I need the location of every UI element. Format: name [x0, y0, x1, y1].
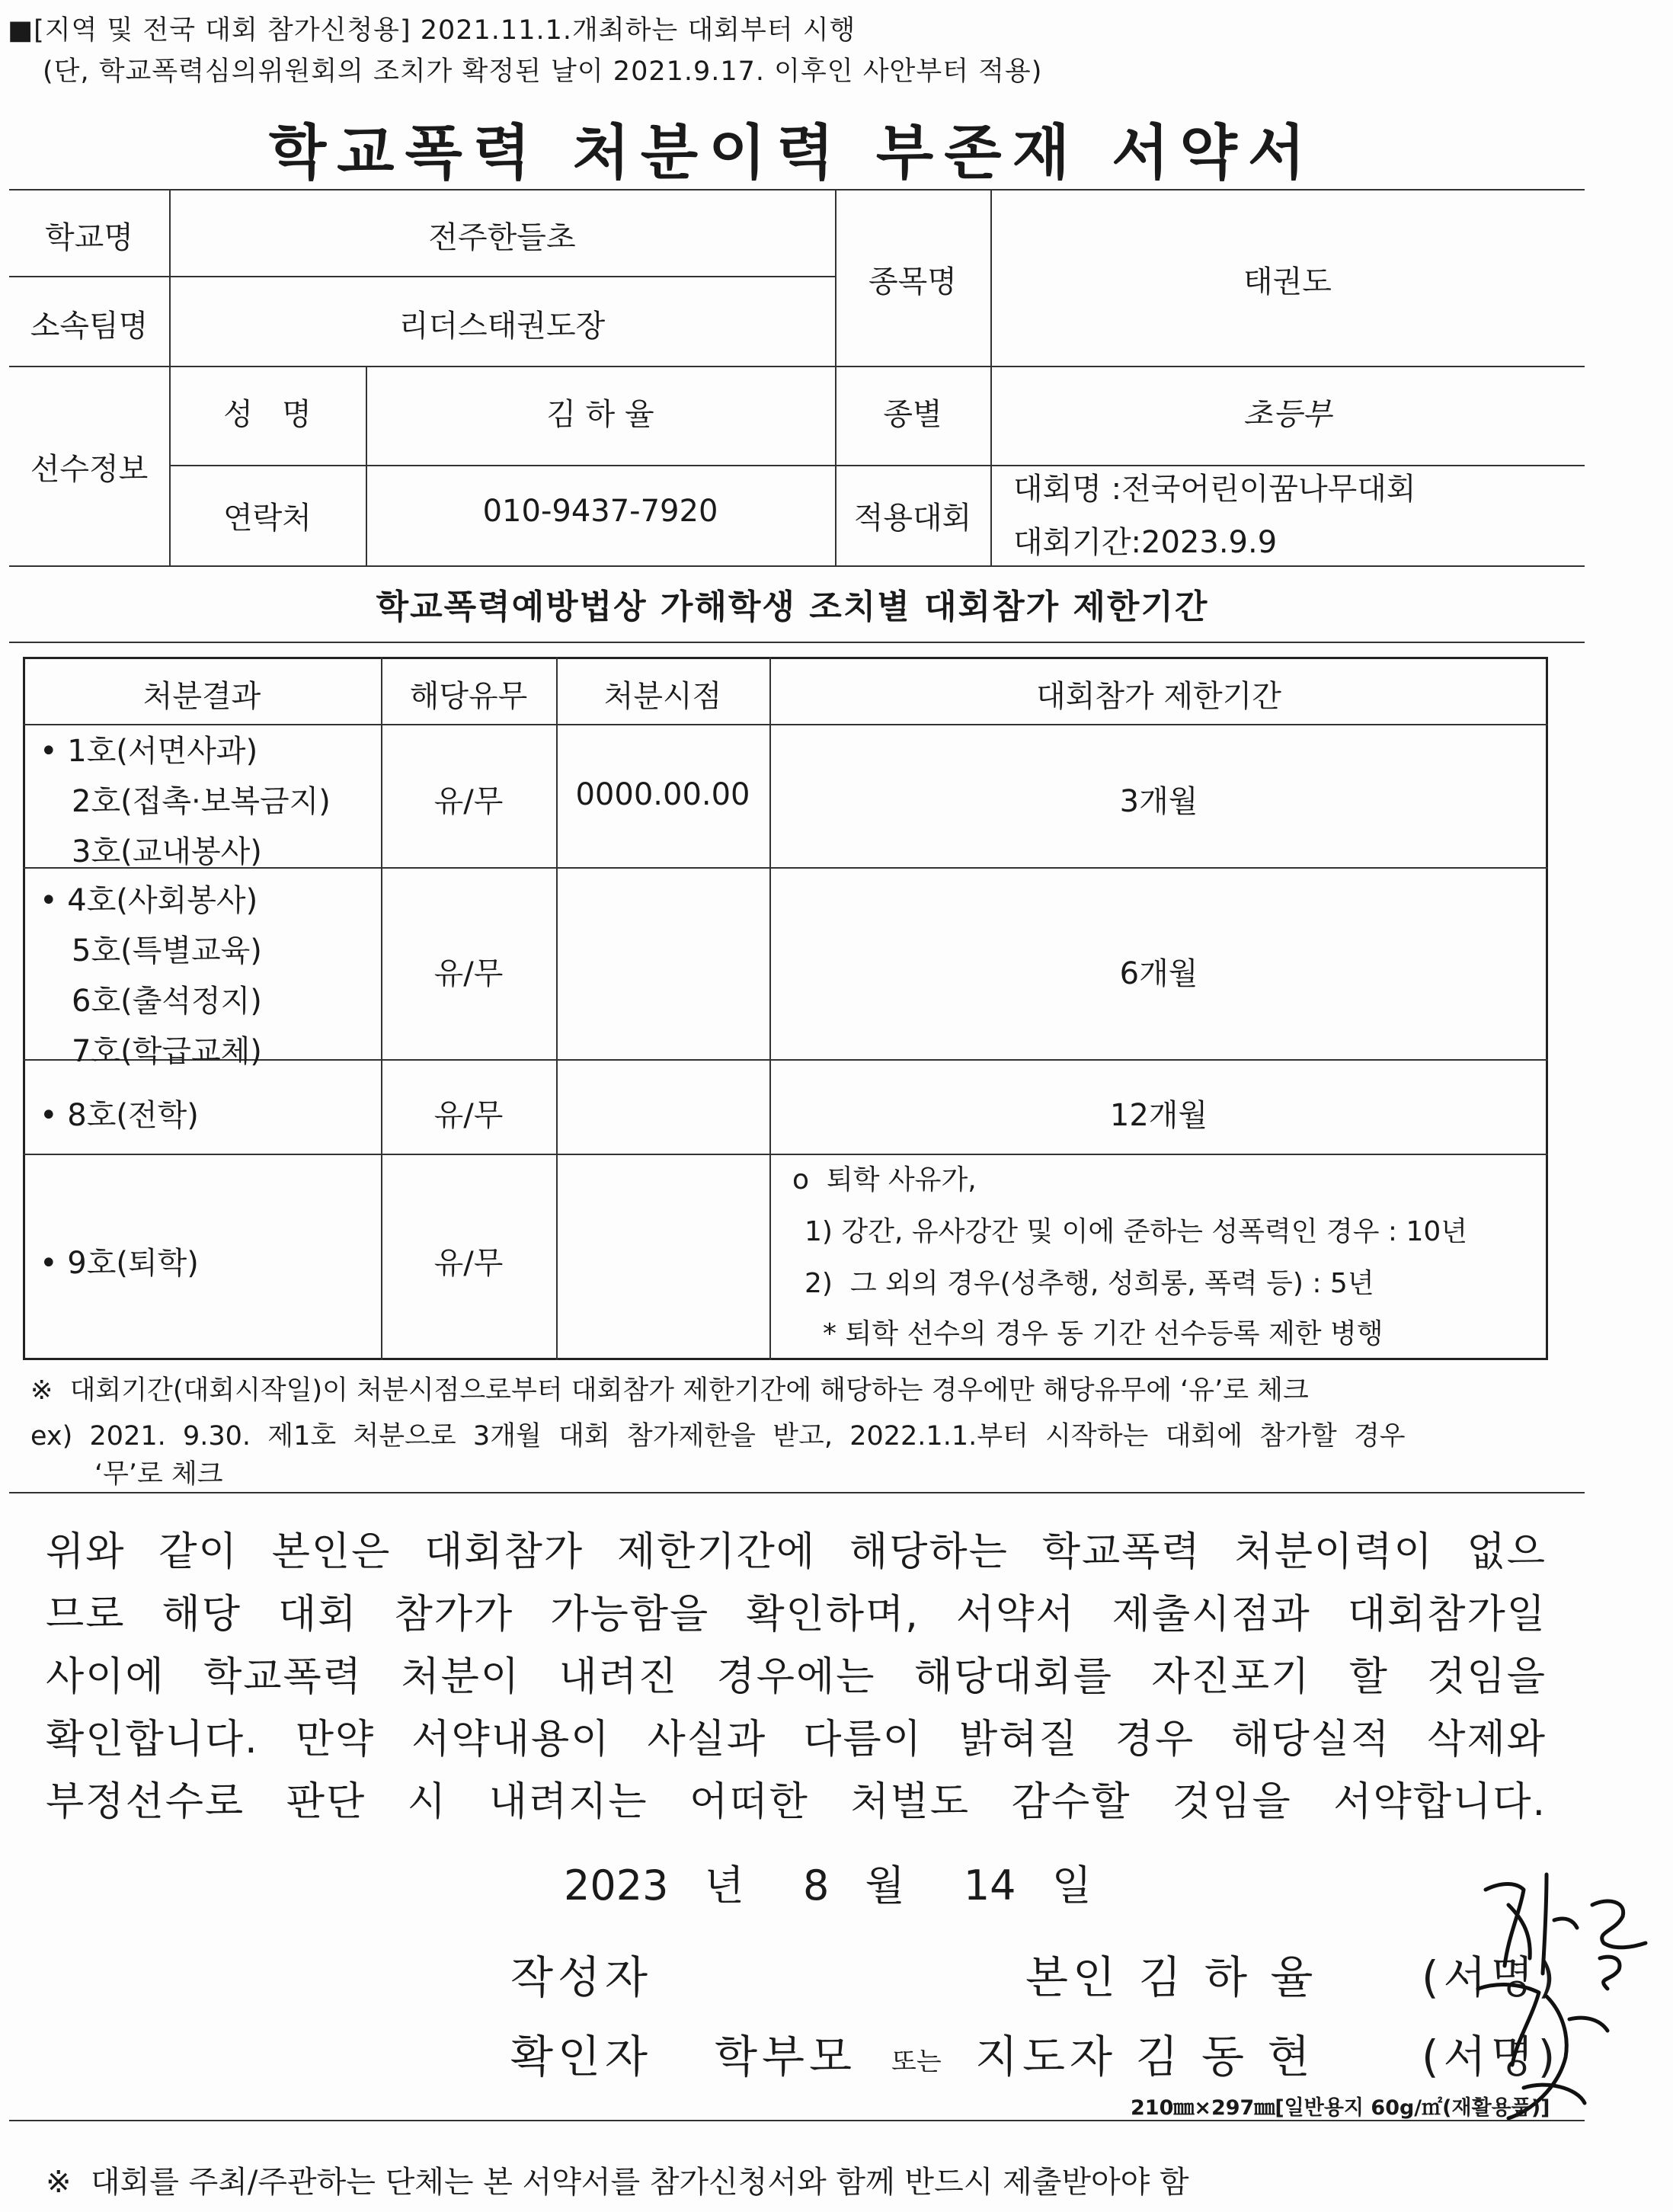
category-value: 초등부	[1243, 397, 1332, 432]
writer-label: 작성자	[510, 1951, 653, 2003]
pledge-line-3: 사이에 학교폭력 처분이 내려진 경우에는 해당대회를 자진포기 할 것임을	[46, 1654, 1547, 1700]
header-line-2: (단, 학교폭력심의위원회의 조치가 확정된 날이 2021.9.17. 이후인 사안부터 적용)	[43, 56, 1043, 87]
competition-period: 대회기간:2023.9.9	[1013, 525, 1278, 560]
confirmer-sign-label: (서명)	[1422, 2031, 1560, 2082]
pledge-line-5: 부정선수로 판단 시 내려지는 어떠한 처벌도 감수할 것임을 서약합니다.	[46, 1779, 1547, 1825]
period-2: 6개월	[1119, 956, 1198, 991]
header-result: 처분결과	[142, 679, 261, 714]
date-day: 14	[963, 1861, 1016, 1909]
period-4-line-2: 1) 강간, 유사강간 및 이에 준하는 성폭력인 경우 : 10년	[805, 1216, 1468, 1247]
pledge-line-1: 위와 같이 본인은 대회참가 제한기간에 해당하는 학교폭력 처분이력이 없으	[46, 1529, 1547, 1575]
date-day-unit: 일	[1051, 1861, 1092, 1909]
date-month: 8	[802, 1861, 830, 1909]
result-1-line-3: 3호(교내봉사)	[72, 834, 262, 869]
school-label: 학교명	[45, 220, 133, 255]
confirmer-role: 지도자 김 동 현	[975, 2031, 1315, 2082]
writer-role: 본인 김 하 율	[1025, 1951, 1318, 2003]
result-2-line-4: 7호(학급교체)	[72, 1034, 262, 1069]
name-value: 김 하 율	[546, 397, 654, 432]
note-3: ‘무’로 체크	[94, 1459, 223, 1490]
header-date: 처분시점	[603, 679, 722, 714]
confirmer-parent: 학부모	[715, 2031, 857, 2082]
period-3: 12개월	[1109, 1098, 1208, 1133]
pledge-date	[564, 1853, 1092, 1912]
result-2-line-1: • 4호(사회봉사)	[40, 883, 258, 918]
result-3-line-1: • 8호(전학)	[40, 1098, 199, 1133]
date-1: 0000.00.00	[575, 777, 750, 812]
paper-spec: 210㎜×297㎜[일반용지 60g/㎡(재활용품)]	[1131, 2096, 1550, 2120]
event-label: 종목명	[868, 264, 957, 299]
confirmer-label: 확인자	[510, 2031, 653, 2082]
team-label: 소속팀명	[30, 309, 149, 344]
applicable-4: 유/무	[433, 1246, 504, 1281]
team-value: 리더스태권도장	[398, 309, 606, 344]
page-title: 학교폭력 처분이력 부존재 서약서	[268, 119, 1316, 187]
result-2-line-3: 6호(출석정지)	[72, 984, 262, 1019]
contact-label: 연락처	[223, 501, 312, 536]
result-4-line-1: • 9호(퇴학)	[40, 1246, 199, 1281]
competition-name: 대회명 :전국어린이꿈나무대회	[1013, 472, 1416, 507]
result-1-line-2: 2호(접촉·보복금지)	[72, 784, 331, 819]
confirmer-or: 또는	[891, 2047, 942, 2077]
header-period: 대회참가 제한기간	[1036, 679, 1281, 714]
writer-sign-label: (서명)	[1422, 1951, 1560, 2003]
player-info-label: 선수정보	[30, 452, 149, 487]
result-2-line-2: 5호(특별교육)	[72, 933, 262, 968]
result-1-line-1: • 1호(서면사과)	[40, 734, 258, 769]
header-line-1: ■[지역 및 전국 대회 참가신청용] 2021.11.1.개최하는 대회부터 시행	[8, 15, 856, 46]
applied-competition-label: 적용대회	[853, 501, 972, 536]
restriction-table-title: 학교폭력예방법상 가해학생 조치별 대회참가 제한기간	[376, 587, 1209, 626]
header-applicable: 해당유무	[409, 679, 528, 714]
contact-value: 010-9437-7920	[482, 494, 718, 529]
applicable-3: 유/무	[433, 1098, 504, 1133]
applicable-2: 유/무	[433, 956, 504, 991]
period-4-line-3: 2) 그 외의 경우(성추행, 성희롱, 폭력 등) : 5년	[805, 1268, 1374, 1299]
event-value: 태권도	[1243, 264, 1332, 299]
pledge-line-4: 확인합니다. 만약 서약내용이 사실과 다름이 밝혀질 경우 해당실적 삭제와	[46, 1717, 1547, 1762]
period-4-line-1: o 퇴학 사유가,	[792, 1164, 977, 1196]
pledge-paragraph	[46, 1521, 1547, 1833]
pledge-line-2: 므로 해당 대회 참가가 가능함을 확인하며, 서약서 제출시점과 대회참가일	[46, 1592, 1547, 1637]
category-label: 종별	[883, 397, 942, 432]
footer-note: ※ 대회를 주최/주관하는 단체는 본 서약서를 참가신청서와 함께 반드시 제출받아야 함	[46, 2165, 1189, 2200]
applicable-1: 유/무	[433, 784, 504, 819]
note-2: ex) 2021. 9.30. 제1호 처분으로 3개월 대회 참가제한을 받고, 2022.1.1.부터 시작하는 대회에 참가할 경우	[30, 1421, 1406, 1452]
name-label: 성 명	[223, 397, 312, 432]
period-1: 3개월	[1119, 784, 1198, 819]
date-year: 2023	[564, 1861, 669, 1909]
date-year-unit: 년	[704, 1861, 744, 1909]
school-value: 전주한들초	[428, 220, 576, 255]
date-month-unit: 월	[865, 1861, 905, 1909]
period-4-line-4: * 퇴학 선수의 경우 동 기간 선수등록 제한 병행	[823, 1318, 1384, 1349]
note-1: ※ 대회기간(대회시작일)이 처분시점으로부터 대회참가 제한기간에 해당하는 경우에만 해당유무에 ‘유’로 체크	[30, 1375, 1309, 1406]
